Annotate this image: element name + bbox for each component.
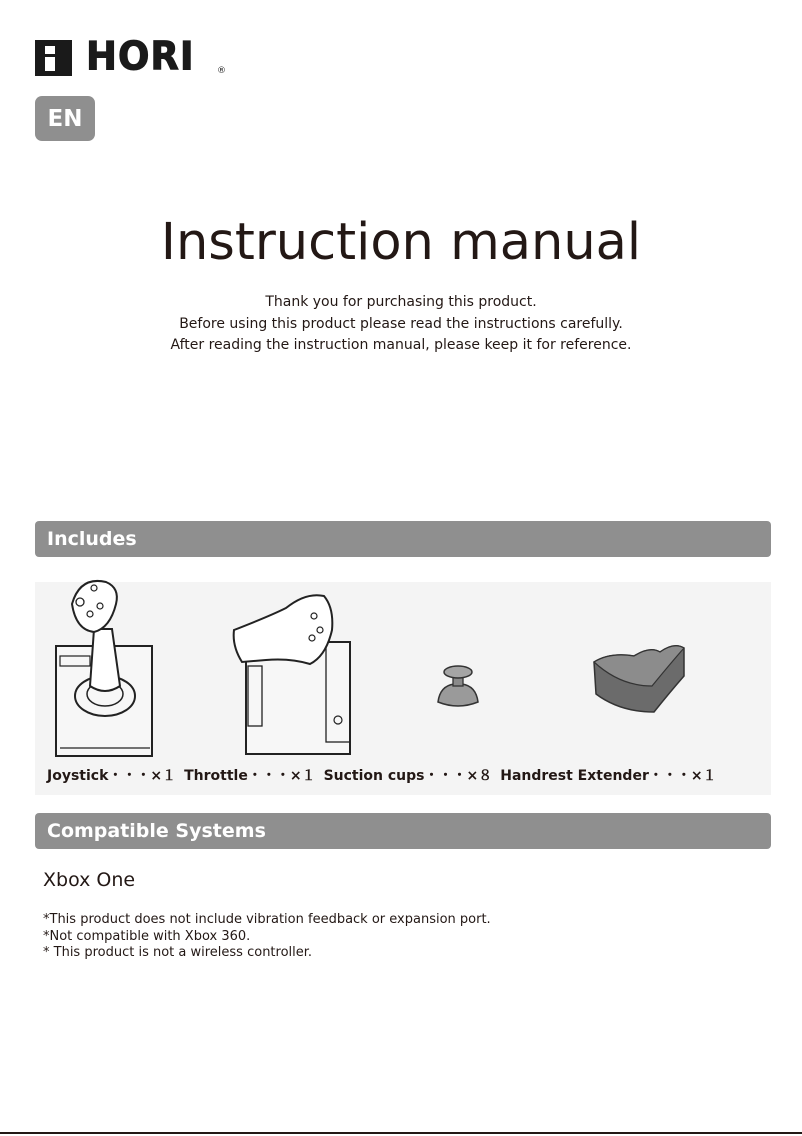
note-line: *Not compatible with Xbox 360. [43,928,251,944]
includes-item-suction-cups: Suction cups・・・×８ [323,768,493,784]
brand-logo-wordmark: HORI [86,33,195,80]
intro-text [0,292,802,357]
includes-item-handrest-extender: Handrest Extender・・・×１ [500,768,717,784]
throttle-icon [230,586,356,758]
handrest-extender-icon [590,640,688,716]
intro-line: Thank you for purchasing this product. [265,294,537,310]
note-line: * This product is not a wireless controller. [43,945,313,960]
includes-heading: Includes [35,521,771,557]
intro-line: Before using this product please read the instructions carefully. [179,315,623,332]
page-title: Instruction manual [160,213,642,272]
includes-item-joystick: Joystick・・・×１ [47,768,177,784]
compatibility-notes [43,912,491,962]
compatible-systems-heading: Compatible Systems [35,813,771,849]
joystick-icon [50,574,160,760]
intro-line: After reading the instruction manual, please keep it for reference. [170,337,632,353]
compatible-system-name: Xbox One [43,869,136,891]
includes-item-labels [47,765,771,785]
includes-item-throttle: Throttle・・・×１ [184,768,316,784]
suction-cup-icon [432,658,484,710]
registered-mark: ® [217,66,226,76]
hori-logo-mark [35,40,72,76]
bottom-divider [0,1132,802,1134]
language-badge: EN [35,96,95,141]
note-line: *This product does not include vibration feedback or expansion port. [43,912,491,927]
